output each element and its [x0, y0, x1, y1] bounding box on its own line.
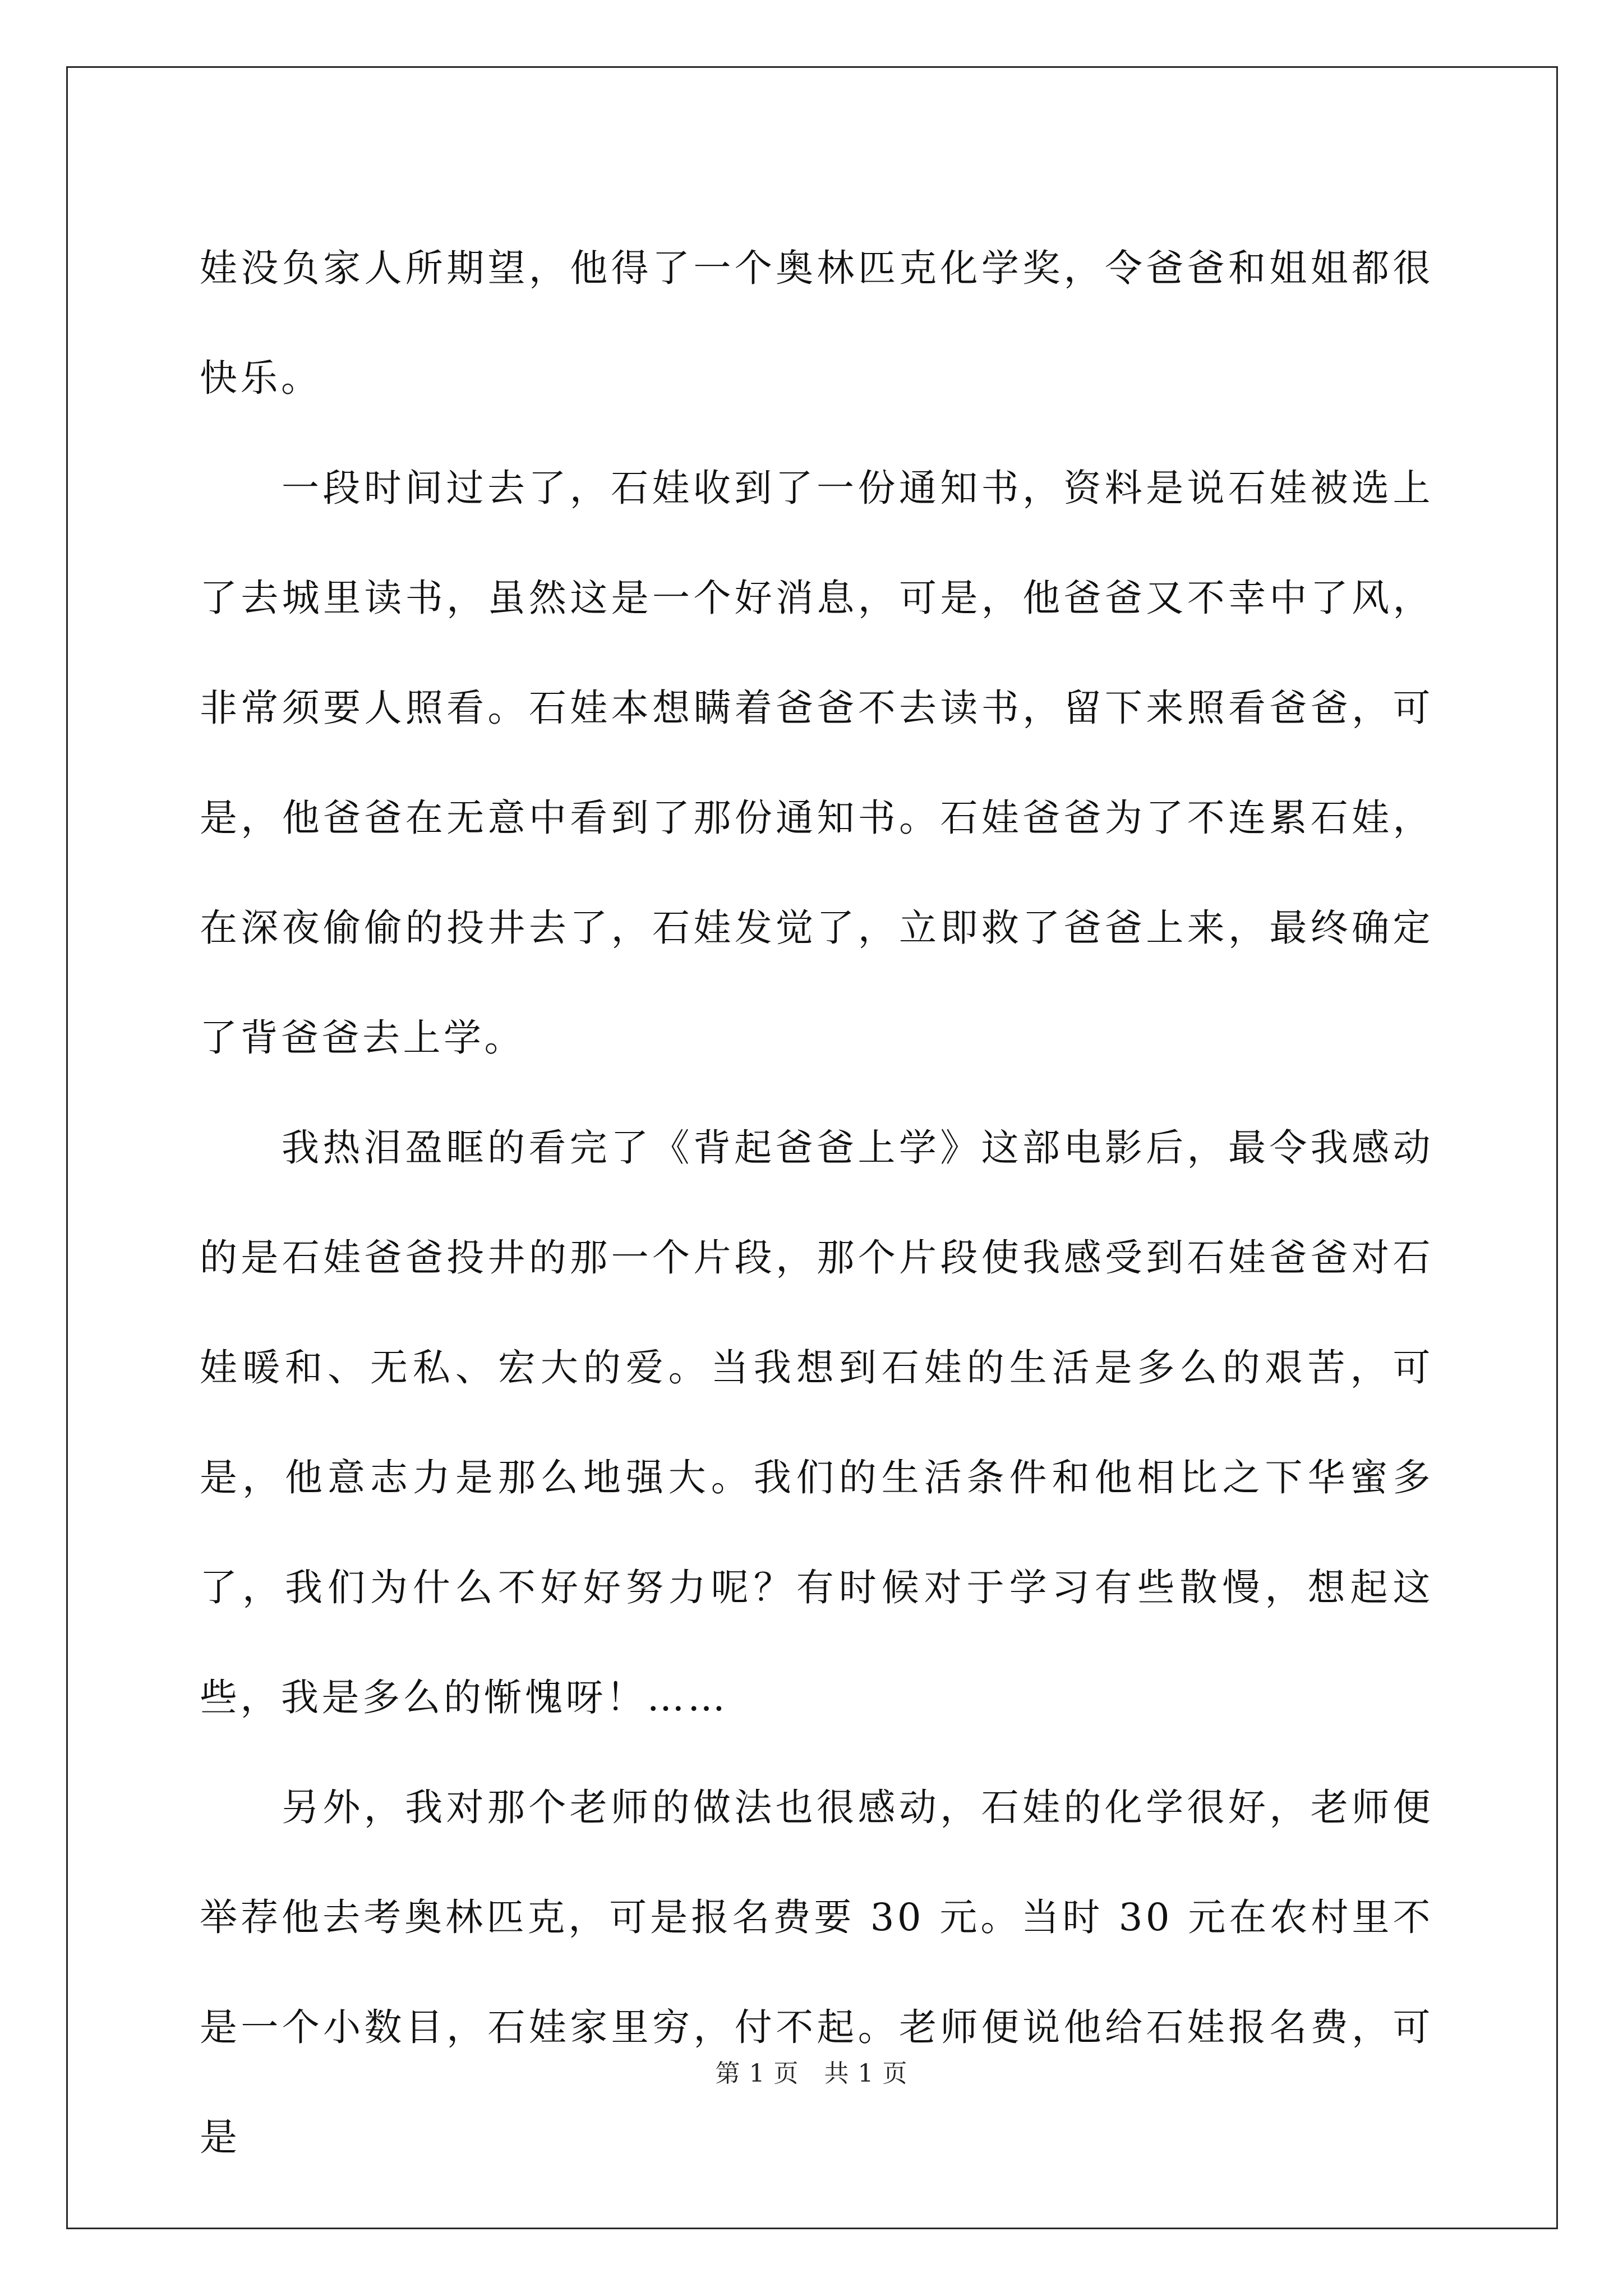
page-number-footer: 第 1 页 共 1 页 — [715, 2059, 908, 2088]
paragraph-2: 一段时间过去了，石娃收到了一份通知书，资料是说石娃被选上了去城里读书，虽然这是一个好消息，可是，他爸爸又不幸中了风，非常须要人照看。石娃本想瞒着爸爸不去读书，留下来照看爸爸，可是，他爸爸在无意中看到了那份通知书。石娃爸爸为了不连累石娃，在深夜偷偷的投井去了，石娃发觉了，立即救了爸爸上来，最终确定了背爸爸去上学。 — [200, 466, 1433, 1060]
paragraph-3: 我热泪盈眶的看完了《背起爸爸上学》这部电影后，最令我感动的是石娃爸爸投井的那一个片段，那个片段使我感受到石娃爸爸对石娃暖和、无私、宏大的爱。当我想到石娃的生活是多么的艰苦，可是，他意志力是那么地强大。我们的生活条件和他相比之下华蜜多了，我们为什么不好好努力呢？有时候对于学习有些散慢，想起这些，我是多么的惭愧呀！…… — [200, 1126, 1433, 1719]
document-body — [200, 213, 1433, 2192]
paragraph-1: 娃没负家人所期望，他得了一个奥林匹克化学奖，令爸爸和姐姐都很快乐。 — [200, 246, 1433, 400]
paragraph-4: 另外，我对那个老师的做法也很感动，石娃的化学很好，老师便举荐他去考奥林匹克，可是报名费要 30 元。当时 30 元在农村里不是一个小数目，石娃家里穷，付不起。老师便说他给石娃报名费，可是 — [200, 1786, 1433, 2159]
